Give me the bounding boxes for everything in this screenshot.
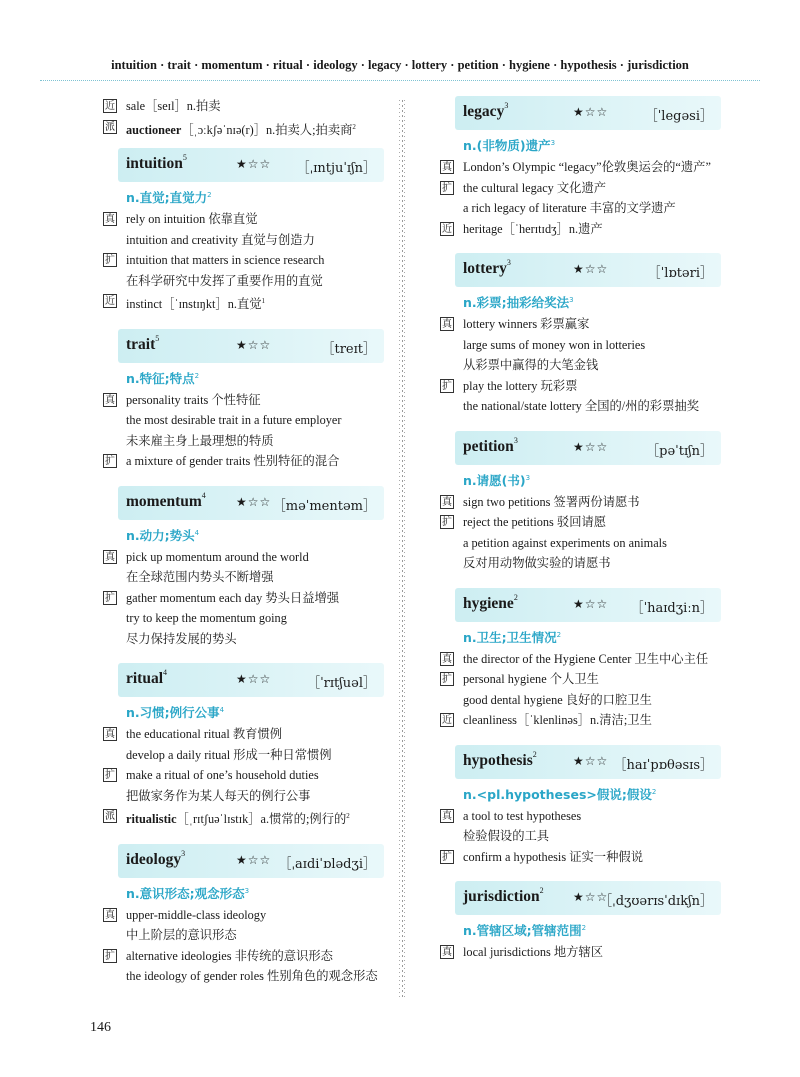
part-of-speech-definition bbox=[126, 703, 393, 721]
headword bbox=[126, 333, 160, 354]
frequency-mark: 1 bbox=[261, 297, 266, 306]
example-line bbox=[440, 198, 730, 219]
line-text: play the lottery 玩彩票 bbox=[463, 378, 578, 393]
definition-text: n.<pl.hypotheses>假说;假设 bbox=[463, 786, 652, 802]
definition-text: n.动力;势头 bbox=[126, 527, 195, 543]
label-tag: 扩 bbox=[105, 950, 115, 962]
column-divider bbox=[398, 100, 406, 1000]
headword-frequency: 5 bbox=[155, 333, 160, 343]
example-line bbox=[103, 390, 393, 411]
line-text: try to keep the momentum going bbox=[126, 611, 287, 626]
example-line bbox=[440, 690, 730, 711]
label-tag: 扩 bbox=[442, 517, 452, 528]
headword-banner bbox=[118, 663, 384, 697]
phonetic: ［ˈlegəsi］ bbox=[644, 109, 713, 124]
label-tag: 扩 bbox=[442, 851, 452, 863]
example-line bbox=[103, 806, 393, 830]
label-tag: 近 bbox=[105, 296, 115, 308]
phonetic: ［ˈrɪtʃuəl］ bbox=[307, 676, 376, 692]
headword-frequency: 3 bbox=[181, 848, 186, 858]
line-text: a petition against experiments on animals bbox=[463, 535, 667, 550]
star-rating: ★☆☆ bbox=[236, 157, 272, 172]
headword-banner bbox=[455, 588, 721, 622]
line-text: ［ˌɔːkʃəˈnɪə(r)］n.拍卖人;拍卖商 bbox=[181, 122, 353, 137]
star-rating: ★☆☆ bbox=[236, 672, 272, 687]
definition-frequency: 3 bbox=[569, 295, 574, 304]
headword bbox=[126, 848, 186, 869]
part-of-speech-definition bbox=[463, 471, 730, 489]
headword-banner bbox=[118, 148, 384, 182]
star-rating: ★☆☆ bbox=[573, 596, 609, 611]
definition-text: n.管辖区域;管辖范围 bbox=[463, 923, 582, 938]
label-tag: 扩 bbox=[442, 182, 452, 194]
label-tag: 派 bbox=[105, 121, 115, 133]
example-line bbox=[103, 608, 393, 629]
label-tag: 扩 bbox=[442, 674, 452, 685]
spacer bbox=[440, 239, 730, 253]
headword bbox=[463, 103, 508, 121]
example-line bbox=[440, 492, 730, 513]
headword bbox=[126, 490, 206, 511]
spacer bbox=[103, 649, 393, 663]
example-line bbox=[103, 451, 393, 472]
headword-text: petition bbox=[463, 437, 514, 455]
definition-frequency: 2 bbox=[581, 923, 587, 932]
line-text: cleanliness［ˈklenlinəs］n.清洁;卫生 bbox=[463, 713, 652, 727]
headword-frequency: 3 bbox=[513, 435, 518, 445]
line-text: good dental hygiene 良好的口腔卫生 bbox=[463, 692, 652, 707]
definition-text: n.卫生;卫生情况 bbox=[463, 629, 557, 645]
example-line bbox=[103, 925, 393, 946]
entry-ritual bbox=[103, 663, 393, 844]
line-text: personal hygiene 个人卫生 bbox=[463, 672, 599, 686]
derived-word: auctioneer bbox=[126, 122, 182, 137]
phonetic: ［haɪˈpɒθəsɪs］ bbox=[613, 757, 713, 773]
label-tag: 扩 bbox=[105, 255, 115, 267]
line-text: the cultural legacy 文化遗产 bbox=[463, 180, 607, 195]
line-text: 尽力保持发展的势头 bbox=[126, 631, 237, 646]
label-tag: 真 bbox=[442, 947, 452, 958]
headword-frequency: 3 bbox=[506, 258, 511, 267]
left-column bbox=[103, 96, 393, 1001]
line-text: a rich legacy of literature 丰富的文学遗产 bbox=[463, 201, 676, 215]
label-tag: 真 bbox=[105, 909, 115, 921]
headword-frequency: 4 bbox=[163, 668, 168, 678]
line-text: upper-middle-class ideology bbox=[126, 907, 267, 922]
label-tag: 真 bbox=[442, 496, 452, 508]
headword bbox=[463, 435, 518, 456]
definition-frequency: 2 bbox=[556, 630, 562, 639]
example-line bbox=[440, 710, 730, 731]
example-line bbox=[440, 826, 730, 847]
headword bbox=[126, 670, 167, 688]
star-rating: ★☆☆ bbox=[236, 337, 272, 352]
line-text: large sums of money won in lotteries bbox=[463, 337, 646, 352]
example-line bbox=[103, 209, 393, 230]
headword-text: momentum bbox=[126, 492, 202, 510]
label-tag: 近 bbox=[442, 223, 452, 235]
star-rating: ★☆☆ bbox=[573, 753, 609, 768]
line-text: heritage［ˈherɪtɪdʒ］n.遗产 bbox=[463, 221, 603, 236]
spacer bbox=[440, 574, 730, 588]
definition-text: n.习惯;例行公事 bbox=[126, 705, 220, 721]
part-of-speech-definition bbox=[463, 293, 730, 311]
definition-frequency: 3 bbox=[550, 138, 556, 147]
label-tag: 真 bbox=[442, 653, 452, 665]
star-rating: ★☆☆ bbox=[236, 494, 272, 509]
headword-banner bbox=[118, 486, 384, 520]
entry-legacy bbox=[440, 96, 730, 253]
entry-jurisdiction bbox=[440, 881, 730, 977]
phonetic: ［ˈlɒtəri］ bbox=[647, 266, 713, 281]
line-text: London’s Olympic “legacy”伦敦奥运会的“遗产” bbox=[463, 160, 711, 174]
spacer bbox=[103, 830, 393, 844]
example-line bbox=[103, 765, 393, 786]
example-line bbox=[103, 96, 393, 117]
headword-text: jurisdiction bbox=[463, 888, 540, 905]
label-tag: 真 bbox=[105, 394, 115, 406]
example-line bbox=[440, 314, 730, 335]
phonetic: ［pəˈtɪʃn］ bbox=[646, 443, 713, 459]
line-text: ［ˌrɪtʃuəˈlɪstɪk］a.惯常的;例行的 bbox=[176, 812, 347, 827]
phonetic: ［məˈmentəm］ bbox=[272, 498, 376, 514]
headword-banner bbox=[455, 881, 721, 915]
example-line bbox=[103, 966, 393, 987]
line-text: reject the petitions 驳回请愿 bbox=[463, 515, 607, 529]
line-text: 在科学研究中发挥了重要作用的直觉 bbox=[126, 273, 323, 288]
headword bbox=[126, 155, 187, 173]
example-line bbox=[103, 567, 393, 588]
entry-hypothesis bbox=[440, 745, 730, 882]
label-tag: 扩 bbox=[105, 456, 115, 468]
definition-text: n.直觉;直觉力 bbox=[126, 190, 208, 206]
line-text: alternative ideologies 非传统的意识形态 bbox=[126, 948, 333, 963]
headword-text: hygiene bbox=[463, 594, 514, 612]
line-text: 把做家务作为某人每天的例行公事 bbox=[126, 788, 311, 803]
example-line bbox=[440, 649, 730, 670]
headword-text: hypothesis bbox=[463, 751, 533, 769]
line-text: rely on intuition 依靠直觉 bbox=[126, 212, 258, 227]
entry-hygiene bbox=[440, 588, 730, 745]
label-tag: 扩 bbox=[105, 592, 115, 604]
line-text: lottery winners 彩票赢家 bbox=[463, 317, 590, 331]
example-line bbox=[440, 512, 730, 533]
example-line bbox=[440, 335, 730, 356]
example-line bbox=[440, 376, 730, 397]
phonetic: ［ˌɪntjuˈɪʃn］ bbox=[296, 161, 376, 177]
part-of-speech-definition bbox=[126, 884, 393, 902]
definition-frequency: 2 bbox=[651, 787, 657, 796]
headword-frequency: 4 bbox=[201, 490, 206, 500]
line-text: sign two petitions 签署两份请愿书 bbox=[463, 494, 640, 509]
line-text: 反对用动物做实验的请愿书 bbox=[463, 556, 611, 570]
part-of-speech-definition bbox=[463, 628, 730, 646]
header-rule bbox=[40, 80, 760, 81]
label-tag: 扩 bbox=[442, 380, 452, 392]
headword-frequency: 2 bbox=[532, 749, 537, 759]
definition-text: n.(非物质)遗产 bbox=[463, 138, 551, 153]
example-line bbox=[440, 157, 730, 178]
line-text: pick up momentum around the world bbox=[126, 549, 309, 564]
line-text: the national/state lottery 全国的/州的彩票抽奖 bbox=[463, 399, 699, 413]
label-tag: 近 bbox=[105, 101, 115, 112]
example-line bbox=[103, 786, 393, 807]
line-text: local jurisdictions 地方辖区 bbox=[463, 945, 604, 959]
frequency-mark: 2 bbox=[346, 812, 350, 821]
example-line bbox=[440, 219, 730, 240]
label-tag: 真 bbox=[442, 162, 452, 173]
headword-text: lottery bbox=[463, 260, 507, 277]
headword-text: ritual bbox=[126, 670, 164, 688]
definition-text: n.请愿(书) bbox=[463, 472, 526, 488]
definition-text: n.特征;特点 bbox=[126, 370, 195, 386]
line-text: the ideology of gender roles 性别角色的观念形态 bbox=[126, 969, 378, 984]
example-line bbox=[103, 230, 393, 251]
part-of-speech-definition bbox=[126, 526, 393, 544]
line-text: intuition that matters in science research bbox=[126, 253, 325, 268]
example-line bbox=[103, 745, 393, 766]
label-tag: 扩 bbox=[105, 770, 115, 782]
example-line bbox=[440, 806, 730, 827]
label-tag: 真 bbox=[105, 729, 115, 741]
line-text: 未来雇主身上最理想的特质 bbox=[126, 433, 274, 448]
spacer bbox=[440, 963, 730, 977]
example-line bbox=[103, 250, 393, 271]
frequency-mark: 2 bbox=[352, 122, 356, 131]
entry-ideology bbox=[103, 844, 393, 1001]
headword-text: ideology bbox=[126, 850, 182, 868]
part-of-speech-definition bbox=[463, 136, 730, 154]
example-line bbox=[103, 547, 393, 568]
part-of-speech-definition bbox=[463, 921, 730, 939]
entry-momentum bbox=[103, 486, 393, 664]
label-tag: 真 bbox=[105, 214, 115, 226]
line-text: gather momentum each day 势头日益增强 bbox=[126, 590, 340, 605]
example-line bbox=[103, 905, 393, 926]
example-line bbox=[440, 847, 730, 868]
page-number: 146 bbox=[90, 1020, 111, 1035]
definition-frequency: 3 bbox=[244, 886, 250, 895]
example-line bbox=[440, 396, 730, 417]
page-header: intuition · trait · momentum · ritual · ideology · legacy · lottery · petition · hygiene · hypothesis · jurisdiction bbox=[111, 58, 689, 72]
phonetic: ［ˌdʒʊərɪsˈdɪkʃn］ bbox=[599, 894, 713, 909]
example-line bbox=[103, 291, 393, 315]
phonetic: ［treɪt］ bbox=[321, 341, 376, 357]
headword-frequency: 5 bbox=[182, 153, 187, 163]
entry-trait bbox=[103, 329, 393, 486]
spacer bbox=[103, 472, 393, 486]
example-line bbox=[440, 355, 730, 376]
part-of-speech-definition bbox=[463, 785, 730, 803]
headword-banner bbox=[118, 844, 384, 878]
line-text: the educational ritual 教育惯例 bbox=[126, 727, 283, 742]
definition-frequency: 3 bbox=[525, 473, 531, 482]
example-line bbox=[440, 669, 730, 690]
phonetic: ［ˈhaɪdʒiːn］ bbox=[630, 600, 713, 616]
definition-frequency: 4 bbox=[194, 528, 200, 537]
headword-banner bbox=[455, 431, 721, 465]
label-tag: 真 bbox=[105, 551, 115, 563]
headword-banner bbox=[455, 253, 721, 287]
right-column bbox=[440, 96, 730, 977]
headword bbox=[463, 888, 544, 906]
headword-frequency: 2 bbox=[513, 592, 518, 602]
headword-text: legacy bbox=[463, 103, 505, 120]
example-line bbox=[103, 588, 393, 609]
line-text: the director of the Hygiene Center 卫生中心主任 bbox=[463, 651, 709, 666]
line-text: a tool to test hypotheses bbox=[463, 808, 582, 823]
example-line bbox=[103, 724, 393, 745]
spacer bbox=[440, 867, 730, 881]
example-line bbox=[103, 117, 393, 141]
spacer bbox=[103, 315, 393, 329]
derived-word: ritualistic bbox=[126, 812, 177, 827]
line-text: instinct［ˈɪnstɪŋkt］n.直觉 bbox=[126, 297, 262, 312]
part-of-speech-definition bbox=[126, 369, 393, 387]
line-text: intuition and creativity 直觉与创造力 bbox=[126, 232, 315, 247]
line-text: 检验假设的工具 bbox=[463, 829, 550, 843]
headword-banner bbox=[455, 96, 721, 130]
label-tag: 真 bbox=[442, 319, 452, 330]
headword-frequency: 2 bbox=[539, 886, 544, 895]
line-text: 中上阶层的意识形态 bbox=[126, 928, 237, 943]
line-text: confirm a hypothesis 证实一种假说 bbox=[463, 849, 643, 864]
definition-frequency: 2 bbox=[207, 190, 212, 199]
line-text: develop a daily ritual 形成一种日常惯例 bbox=[126, 747, 332, 762]
definition-frequency: 2 bbox=[194, 371, 200, 380]
line-text: personality traits 个性特征 bbox=[126, 392, 261, 407]
line-text: 在全球范围内势头不断增强 bbox=[126, 570, 274, 585]
headword-text: trait bbox=[126, 335, 156, 353]
example-line bbox=[103, 431, 393, 452]
star-rating: ★☆☆ bbox=[236, 852, 272, 867]
definition-text: n.意识形态;观念形态 bbox=[126, 885, 245, 901]
definition-text: n.彩票;抽彩给奖法 bbox=[463, 295, 570, 310]
line-text: the most desirable trait in a future employer bbox=[126, 413, 342, 428]
example-line bbox=[440, 553, 730, 574]
star-rating: ★☆☆ bbox=[573, 105, 609, 119]
part-of-speech-definition bbox=[126, 188, 393, 206]
headword bbox=[463, 260, 511, 278]
example-line bbox=[440, 533, 730, 554]
example-line bbox=[103, 410, 393, 431]
spacer bbox=[440, 417, 730, 431]
headword-text: intuition bbox=[126, 155, 183, 173]
entry-petition bbox=[440, 431, 730, 588]
definition-frequency: 4 bbox=[219, 706, 225, 715]
headword-banner bbox=[455, 745, 721, 779]
star-rating: ★☆☆ bbox=[573, 439, 609, 454]
headword bbox=[463, 749, 537, 770]
spacer bbox=[103, 987, 393, 1001]
spacer bbox=[103, 140, 393, 148]
example-line bbox=[103, 271, 393, 292]
star-rating: ★☆☆ bbox=[573, 890, 609, 904]
entry-lottery bbox=[440, 253, 730, 431]
line-text: make a ritual of one’s household duties bbox=[126, 768, 319, 783]
spacer bbox=[440, 731, 730, 745]
line-text: sale［seɪl］n.拍卖 bbox=[126, 99, 221, 113]
example-line bbox=[440, 178, 730, 199]
example-line bbox=[440, 942, 730, 963]
headword-banner bbox=[118, 329, 384, 363]
star-rating: ★☆☆ bbox=[573, 262, 609, 276]
label-tag: 派 bbox=[105, 811, 115, 823]
headword bbox=[463, 592, 518, 613]
line-text: a mixture of gender traits 性别特征的混合 bbox=[126, 454, 340, 469]
entry-intuition bbox=[103, 148, 393, 329]
line-text: 从彩票中赢得的大笔金钱 bbox=[463, 358, 599, 372]
headword-frequency: 3 bbox=[504, 101, 509, 110]
example-line bbox=[103, 946, 393, 967]
label-tag: 近 bbox=[442, 715, 452, 726]
phonetic: ［ˌaɪdiˈɒlədʒi］ bbox=[278, 856, 376, 872]
label-tag: 真 bbox=[442, 810, 452, 822]
example-line bbox=[103, 629, 393, 650]
